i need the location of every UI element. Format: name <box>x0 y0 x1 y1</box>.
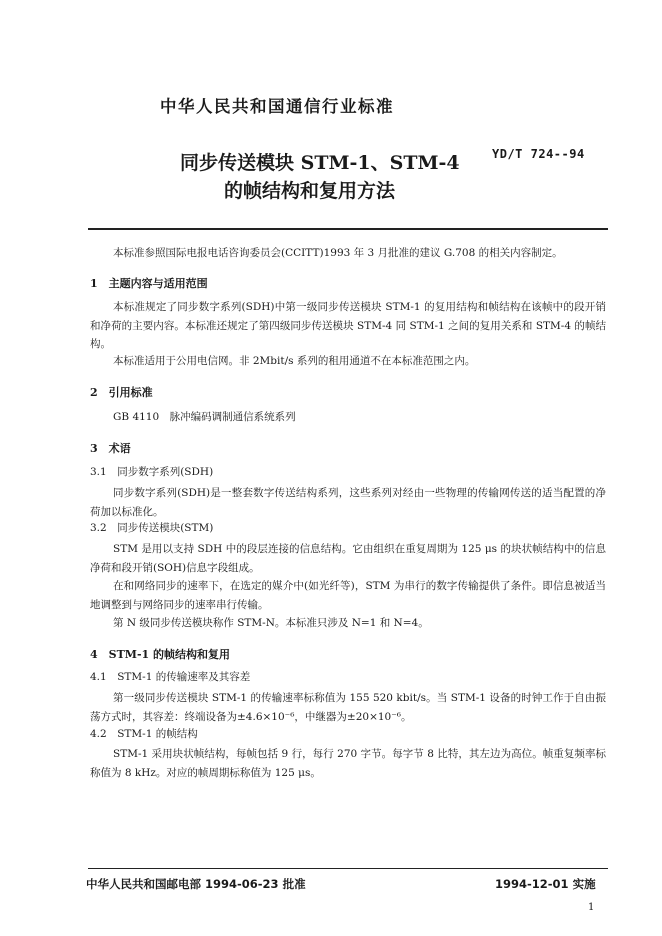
section-3-1-paragraph: 同步数字系列(SDH)是一整套数字传送结构系列，这些系列对经由一些物理的传输网传送的适当配置的净荷加以标准化。 <box>90 487 606 518</box>
document-title-line-1: 同步传送模块 STM-1、STM-4 <box>180 152 460 174</box>
section-1-paragraph-1: 本标准规定了同步数字系列(SDH)中第一级同步传送模块 STM-1 的复用结构和帧结构在该帧中的段开销和净荷的主要内容。本标准还规定了第四级同步传送模块 STM-4 同 STM-1 之间的复用关系和 STM-4 的帧结构。 <box>90 301 606 350</box>
section-3-2-paragraph-2: 在和网络同步的速率下，在选定的媒介中(如光纤等)，STM 为串行的数字传输提供了条件。即信息被适当地调整到与网络同步的速率串行传输。 <box>90 580 606 611</box>
section-1-heading: 1 主题内容与适用范围 <box>90 277 208 290</box>
section-3-1-heading: 3.1 同步数字系列(SDH) <box>90 466 214 478</box>
section-2-heading: 2 引用标准 <box>90 386 153 399</box>
section-2-reference: GB 4110 脉冲编码调制通信系统系列 <box>113 411 296 423</box>
section-4-heading: 4 STM-1 的帧结构和复用 <box>90 648 231 661</box>
section-3-2-paragraph-3: 第 N 级同步传送模块称作 STM-N。本标准只涉及 N=1 和 N=4。 <box>113 617 429 629</box>
header-divider <box>88 228 608 230</box>
section-4-2-heading: 4.2 STM-1 的帧结构 <box>90 728 198 740</box>
footer-divider <box>88 868 608 869</box>
issue-date: 中华人民共和国邮电部 1994-06-23 批准 <box>86 877 306 891</box>
section-4-1-heading: 4.1 STM-1 的传输速率及其容差 <box>90 671 251 683</box>
section-3-2-paragraph-1: STM 是用以支持 SDH 中的段层连接的信息结构。它由组织在重复周期为 125 μs 的块状帧结构中的信息净荷和段开销(SOH)信息字段组成。 <box>90 543 606 574</box>
section-3-2-heading: 3.2 同步传送模块(STM) <box>90 522 214 534</box>
standard-number: YD/T 724--94 <box>492 147 585 161</box>
page-number: 1 <box>588 902 595 913</box>
effective-date: 1994-12-01 实施 <box>495 877 596 891</box>
ministry-title: 中华人民共和国通信行业标准 <box>160 97 394 116</box>
section-4-2-paragraph: STM-1 采用块状帧结构，每帧包括 9 行，每行 270 字节。每字节 8 比特，其左边为高位。帧重复频率标称值为 8 kHz。对应的帧周期标称值为 125 μs。 <box>90 748 606 779</box>
section-1-paragraph-2: 本标准适用于公用电信网。非 2Mbit/s 系列的租用通道不在本标准范围之内。 <box>113 355 476 367</box>
intro-paragraph: 本标准参照国际电报电话咨询委员会(CCITT)1993 年 3 月批准的建议 G.708 的相关内容制定。 <box>113 247 563 259</box>
document-title-line-2: 的帧结构和复用方法 <box>224 180 396 202</box>
section-3-heading: 3 术语 <box>90 442 131 455</box>
section-4-1-paragraph: 第一级同步传送模块 STM-1 的传输速率标称值为 155 520 kbit/s。当 STM-1 设备的时钟工作于自由振荡方式时，其容差：终端设备为±4.6×10⁻⁶，中继器为±20×10⁻⁶。 <box>90 692 606 723</box>
